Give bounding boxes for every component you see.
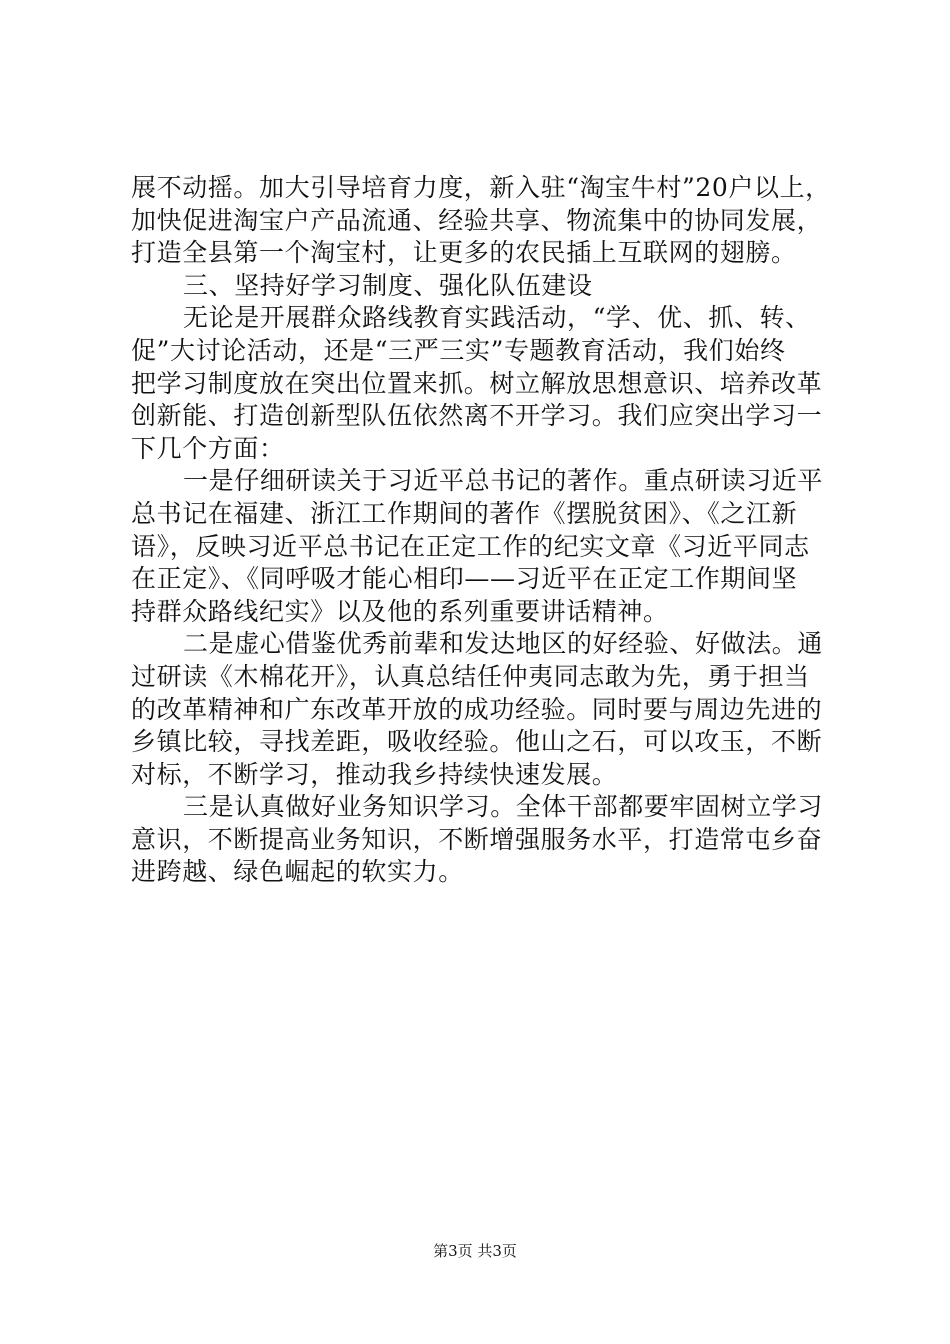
text-line: 总书记在福建、浙江工作期间的著作《摆脱贫困》、《之江新 — [131, 498, 798, 528]
text-line: 无论是开展群众路线教育实践活动，“学、优、抓、转、 — [183, 303, 811, 333]
text-line: 促”大讨论活动，还是“三严三实”专题教育活动，我们始终 — [131, 335, 786, 365]
text-line: 创新能、打造创新型队伍依然离不开学习。我们应突出学习一 — [131, 401, 823, 431]
text-line: 二是虚心借鉴优秀前辈和发达地区的好经验、好做法。通 — [183, 629, 824, 659]
text-line: 乡镇比较，寻找差距，吸收经验。他山之石，可以攻玉，不断 — [131, 727, 823, 757]
text-line: 打造全县第一个淘宝村，让更多的农民插上互联网的翅膀。 — [131, 238, 797, 268]
body-text — [131, 172, 831, 889]
text-line: 意识，不断提高业务知识，不断增强服务水平，打造常屯乡奋 — [131, 824, 823, 854]
text-line: 对标，不断学习，推动我乡持续快速发展。 — [131, 759, 618, 789]
text-line: 在正定》、《同呼吸才能心相印——习近平在正定工作期间坚 — [131, 564, 798, 594]
text-line: 展不动摇。加大引导培育力度，新入驻“淘宝牛村”20户以上， — [131, 173, 831, 202]
text-line: 过研读《木棉花开》，认真总结任仲夷同志敢为先，勇于担当 — [131, 661, 810, 691]
text-line: 语》，反映习近平总书记在正定工作的纪实文章《习近平同志 — [131, 531, 810, 561]
text-line: 下几个方面： — [131, 433, 285, 463]
section-heading: 三、坚持好学习制度、强化队伍建设 — [183, 270, 593, 300]
text-line: 把学习制度放在突出位置来抓。树立解放思想意识、培养改革 — [131, 368, 823, 398]
text-line: 加快促进淘宝户产品流通、经验共享、物流集中的协同发展， — [131, 205, 823, 235]
text-line: 的改革精神和广东改革开放的成功经验。同时要与周边先进的 — [131, 694, 823, 724]
page-footer: 第3页 共3页 — [433, 1242, 517, 1260]
text-line: 进跨越、绿色崛起的软实力。 — [131, 857, 464, 887]
text-line: 一是仔细研读关于习近平总书记的著作。重点研读习近平 — [183, 466, 824, 496]
text-line: 持群众路线纪实》以及他的系列重要讲话精神。 — [131, 596, 669, 626]
text-line: 三是认真做好业务知识学习。全体干部都要牢固树立学习 — [183, 792, 824, 822]
